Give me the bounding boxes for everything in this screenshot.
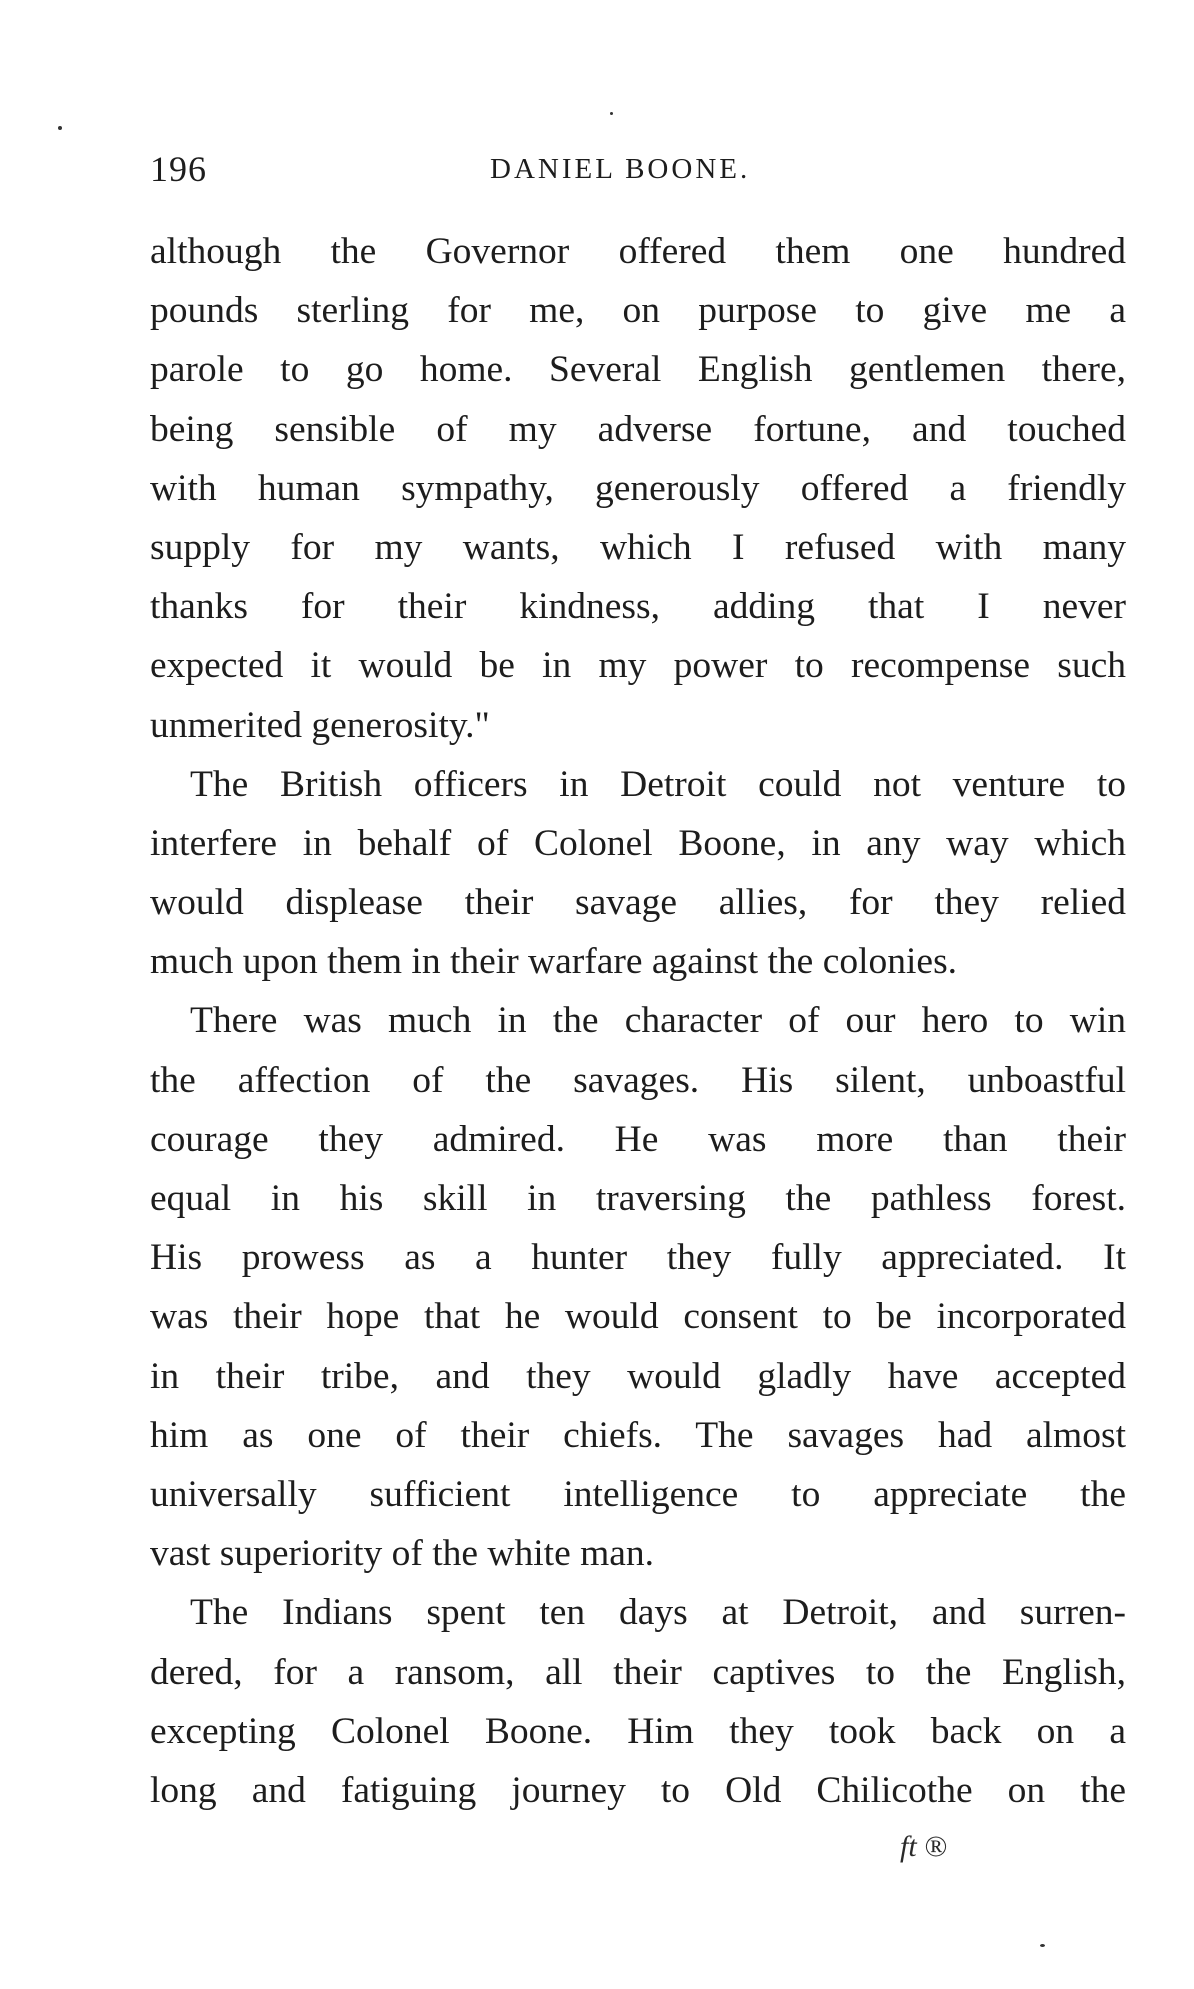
ink-speck — [58, 126, 62, 130]
ink-speck — [1040, 1944, 1045, 1947]
footer-mark: ft ® — [900, 1830, 947, 1863]
text-line: courage they admired. He was more than their — [150, 1118, 1126, 1160]
text-line: much upon them in their warfare against the colonies. — [150, 941, 958, 983]
text-line: in their tribe, and they would gladly have accepted — [150, 1355, 1126, 1397]
text-line: The British officers in Detroit could not venture to — [190, 763, 1126, 805]
text-line: although the Governor offered them one hundred — [150, 231, 1126, 272]
text-line: would displease their savage allies, for they relied — [150, 882, 1126, 924]
body-text — [150, 222, 1126, 1820]
text-line: vast superiority of the white man. — [150, 1533, 655, 1575]
text-line: expected it would be in my power to recompense such — [150, 645, 1126, 687]
text-line: universally sufficient intelligence to appreciate the — [150, 1473, 1126, 1515]
text-line: supply for my wants, which I refused with many — [150, 526, 1126, 568]
text-line: was their hope that he would consent to be incorporated — [150, 1296, 1126, 1338]
text-line: him as one of their chiefs. The savages had almost — [150, 1414, 1126, 1456]
text-line: There was much in the character of our hero to win — [190, 1000, 1126, 1042]
text-line: The Indians spent ten days at Detroit, and surren- — [190, 1592, 1126, 1634]
text-line: excepting Colonel Boone. Him they took back on a — [150, 1710, 1126, 1752]
text-line: with human sympathy, generously offered a friendly — [150, 467, 1126, 509]
text-line: thanks for their kindness, adding that I never — [150, 586, 1126, 628]
text-line: being sensible of my adverse fortune, and touched — [150, 408, 1126, 450]
running-title: DANIEL BOONE. — [490, 153, 751, 185]
page-header — [150, 148, 1130, 198]
text-line: unmerited generosity." — [150, 704, 490, 746]
text-line: dered, for a ransom, all their captives to the English, — [150, 1651, 1126, 1693]
ink-speck — [610, 112, 613, 115]
text-line: equal in his skill in traversing the pathless forest. — [150, 1178, 1126, 1219]
text-line: the affection of the savages. His silent, unboastful — [150, 1059, 1126, 1101]
text-line: His prowess as a hunter they fully appreciated. It — [150, 1237, 1126, 1279]
text-line: pounds sterling for me, on purpose to give me a — [150, 290, 1126, 332]
text-line: interfere in behalf of Colonel Boone, in any way which — [150, 822, 1126, 864]
page-number: 196 — [150, 149, 207, 189]
text-line: parole to go home. Several English gentlemen there, — [150, 349, 1126, 391]
text-line: long and fatiguing journey to Old Chilicothe on the — [150, 1769, 1126, 1811]
